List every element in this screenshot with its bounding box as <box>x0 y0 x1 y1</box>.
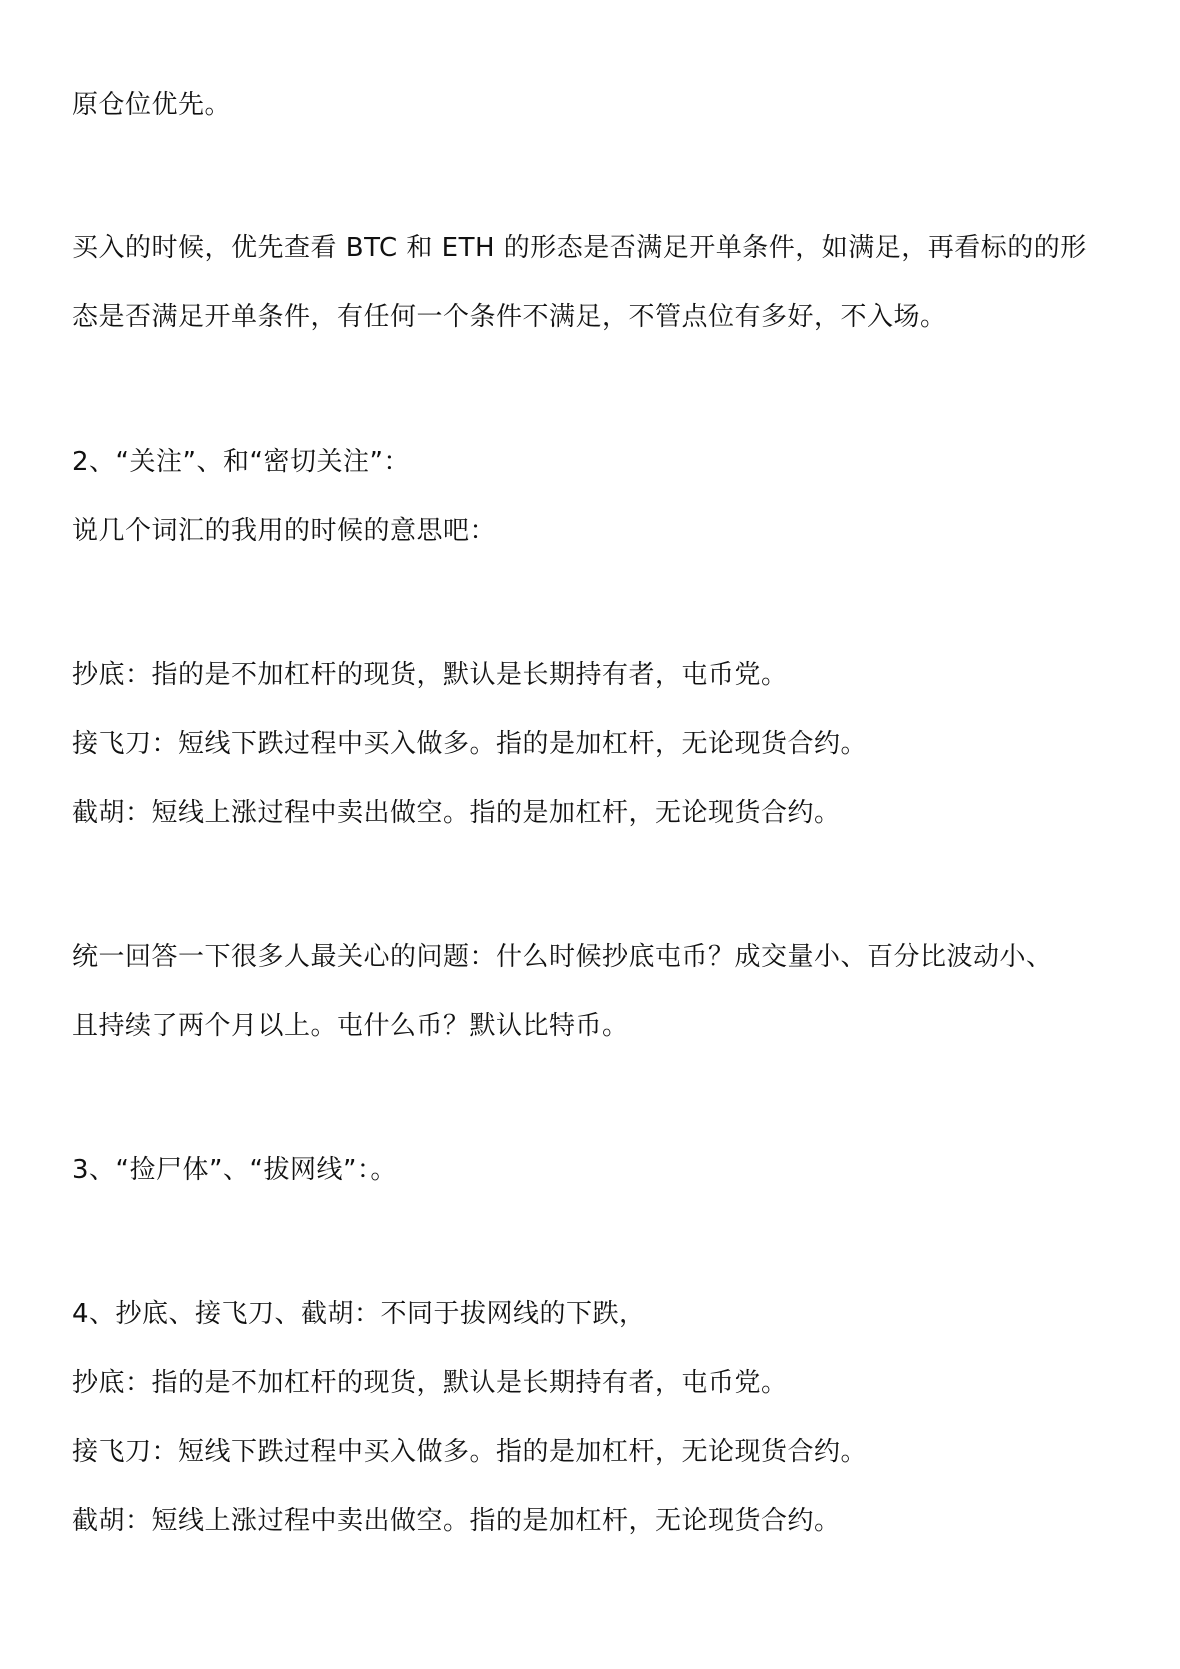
text-line: 说几个词汇的我用的时候的意思吧： <box>72 516 497 546</box>
text-line: 原仓位优先。 <box>72 90 232 120</box>
text-line: 抄底：指的是不加杠杆的现货，默认是长期持有者，屯币党。 <box>72 1368 788 1398</box>
text-line: 抄底：指的是不加杠杆的现货，默认是长期持有者，屯币党。 <box>72 660 788 690</box>
section-heading: 3、“捡尸体”、“拔网线”：。 <box>72 1155 397 1185</box>
text-line: 买入的时候，优先查看 BTC 和 ETH 的形态是否满足开单条件，如满足，再看标的的形 <box>72 233 1087 263</box>
text-line: 接飞刀：短线下跌过程中买入做多。指的是加杠杆，无论现货合约。 <box>72 1437 868 1467</box>
text-line: 且持续了两个月以上。屯什么币？默认比特币。 <box>72 1011 629 1041</box>
text-line: 截胡：短线上涨过程中卖出做空。指的是加杠杆，无论现货合约。 <box>72 798 841 828</box>
text-line: 接飞刀：短线下跌过程中买入做多。指的是加杠杆，无论现货合约。 <box>72 729 868 759</box>
section-heading: 2、“关注”、和“密切关注”： <box>72 447 410 477</box>
text-line: 统一回答一下很多人最关心的问题：什么时候抄底屯币？成交量小、百分比波动小、 <box>72 942 1053 972</box>
section-heading: 4、抄底、接飞刀、截胡：不同于拔网线的下跌， <box>72 1299 646 1329</box>
text-line: 截胡：短线上涨过程中卖出做空。指的是加杠杆，无论现货合约。 <box>72 1506 841 1536</box>
text-line: 态是否满足开单条件，有任何一个条件不满足，不管点位有多好，不入场。 <box>72 302 947 332</box>
